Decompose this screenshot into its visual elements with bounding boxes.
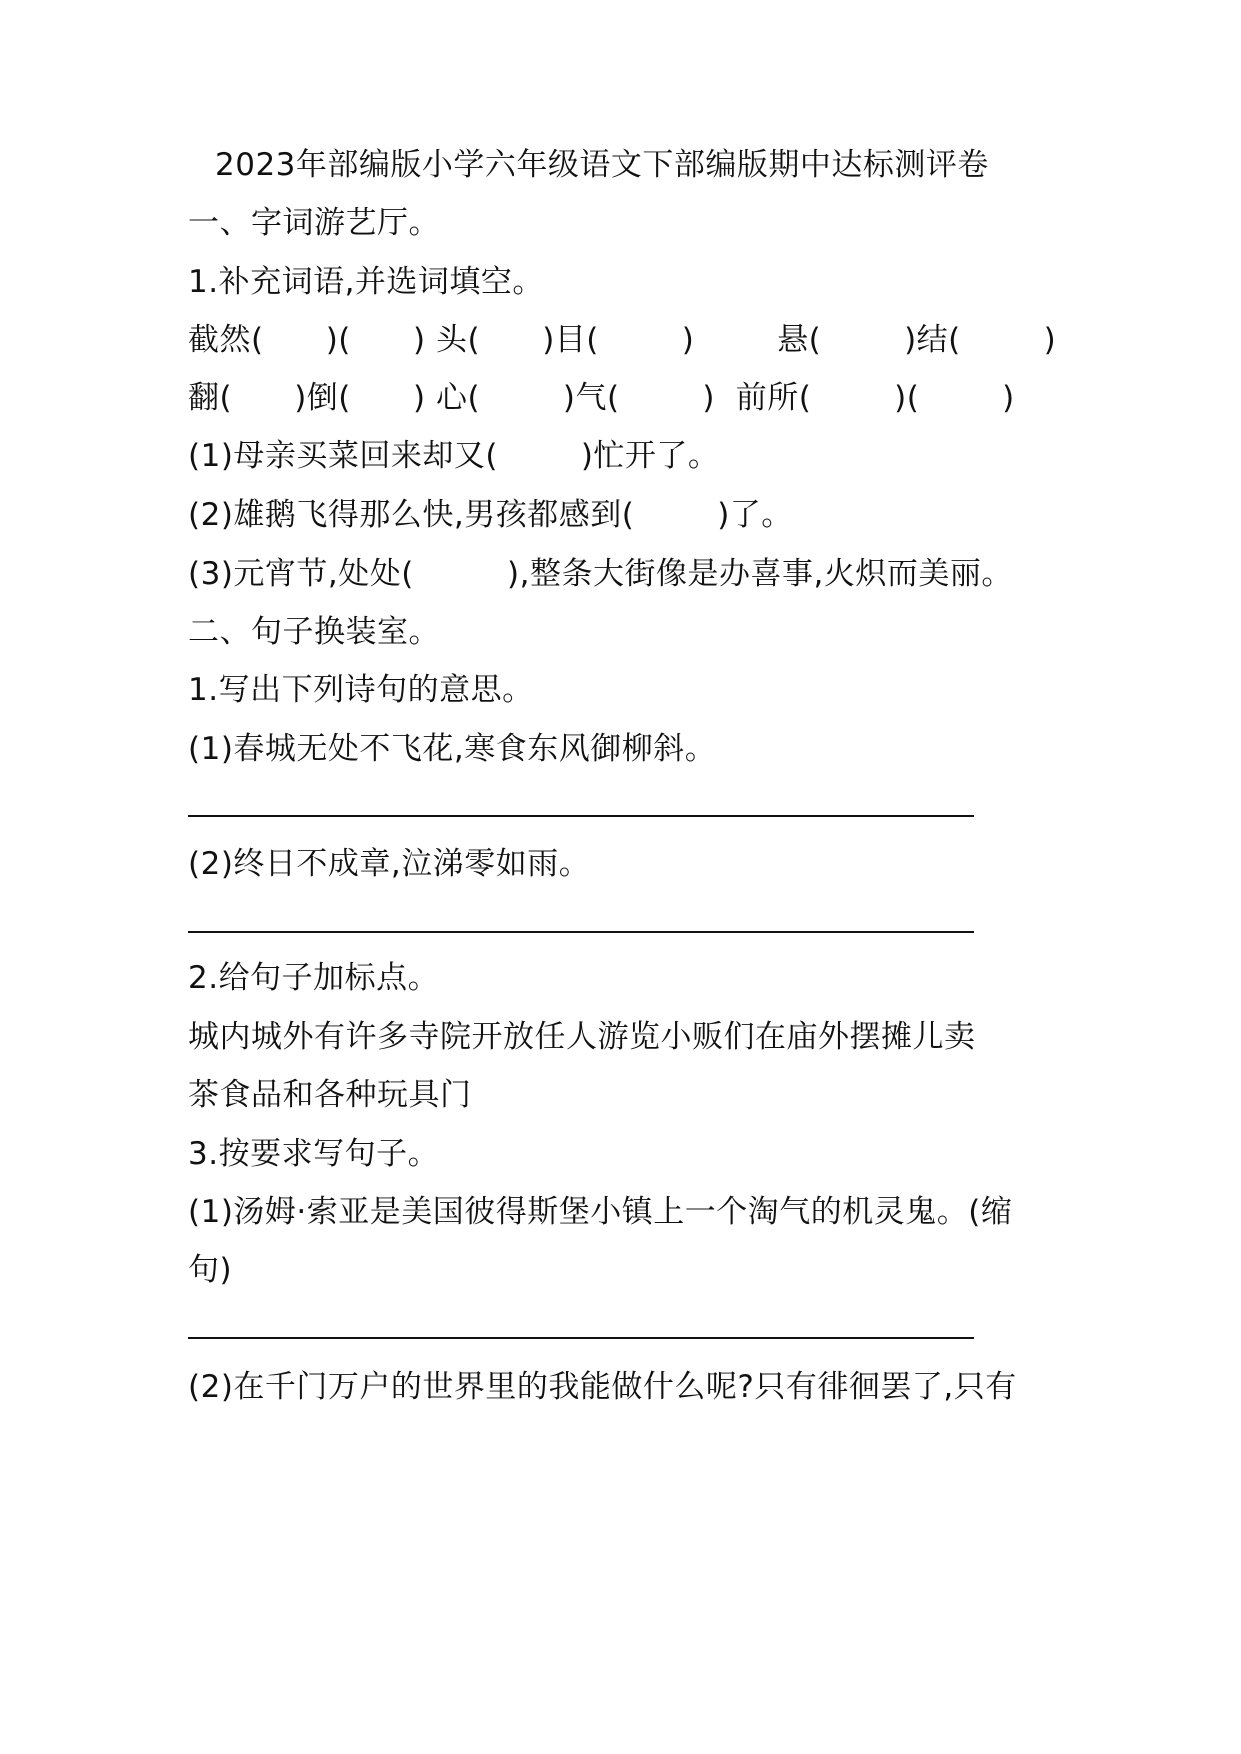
section1-heading: 一、字词游艺厅。 xyxy=(188,205,440,241)
answer-line xyxy=(188,1337,974,1339)
section2-heading: 二、句子换装室。 xyxy=(188,614,440,650)
answer-line xyxy=(188,815,974,817)
answer-line xyxy=(188,931,974,933)
rewrite-item-1-line-2: 句) xyxy=(188,1252,233,1288)
word-fill-row-2: 翻( )倒( ) 心( )气( ) 前所( )( ) xyxy=(188,380,1015,416)
word-fill-row-1: 截然( )( ) 头( )目( ) 悬( )结( ) xyxy=(188,322,1057,358)
blank-sentence-1: (1)母亲买菜回来却又( )忙开了。 xyxy=(188,438,720,474)
rewrite-prompt: 3.按要求写句子。 xyxy=(188,1136,440,1172)
poem-question-prompt: 1.写出下列诗句的意思。 xyxy=(188,672,534,708)
exam-title: 2023年部编版小学六年级语文下部编版期中达标测评卷 xyxy=(215,147,989,183)
punctuation-text-line-2: 茶食品和各种玩具门 xyxy=(188,1077,472,1113)
rewrite-item-2-line-1: (2)在千门万户的世界里的我能做什么呢?只有徘徊罢了,只有 xyxy=(188,1369,1017,1405)
blank-sentence-2: (2)雄鹅飞得那么快,男孩都感到( )了。 xyxy=(188,497,793,533)
poem-line-2: (2)终日不成章,泣涕零如雨。 xyxy=(188,846,591,882)
rewrite-item-1-line-1: (1)汤姆·索亚是美国彼得斯堡小镇上一个淘气的机灵鬼。(缩 xyxy=(188,1194,1013,1230)
blank-sentence-3: (3)元宵节,处处( ),整条大街像是办喜事,火炽而美丽。 xyxy=(188,556,1013,592)
poem-line-1: (1)春城无处不飞花,寒食东风御柳斜。 xyxy=(188,731,717,767)
punctuation-text-line-1: 城内城外有许多寺院开放任人游览小贩们在庙外摆摊儿卖 xyxy=(188,1019,976,1055)
q1-prompt: 1.补充词语,并选词填空。 xyxy=(188,264,544,300)
punctuation-prompt: 2.给句子加标点。 xyxy=(188,960,440,996)
